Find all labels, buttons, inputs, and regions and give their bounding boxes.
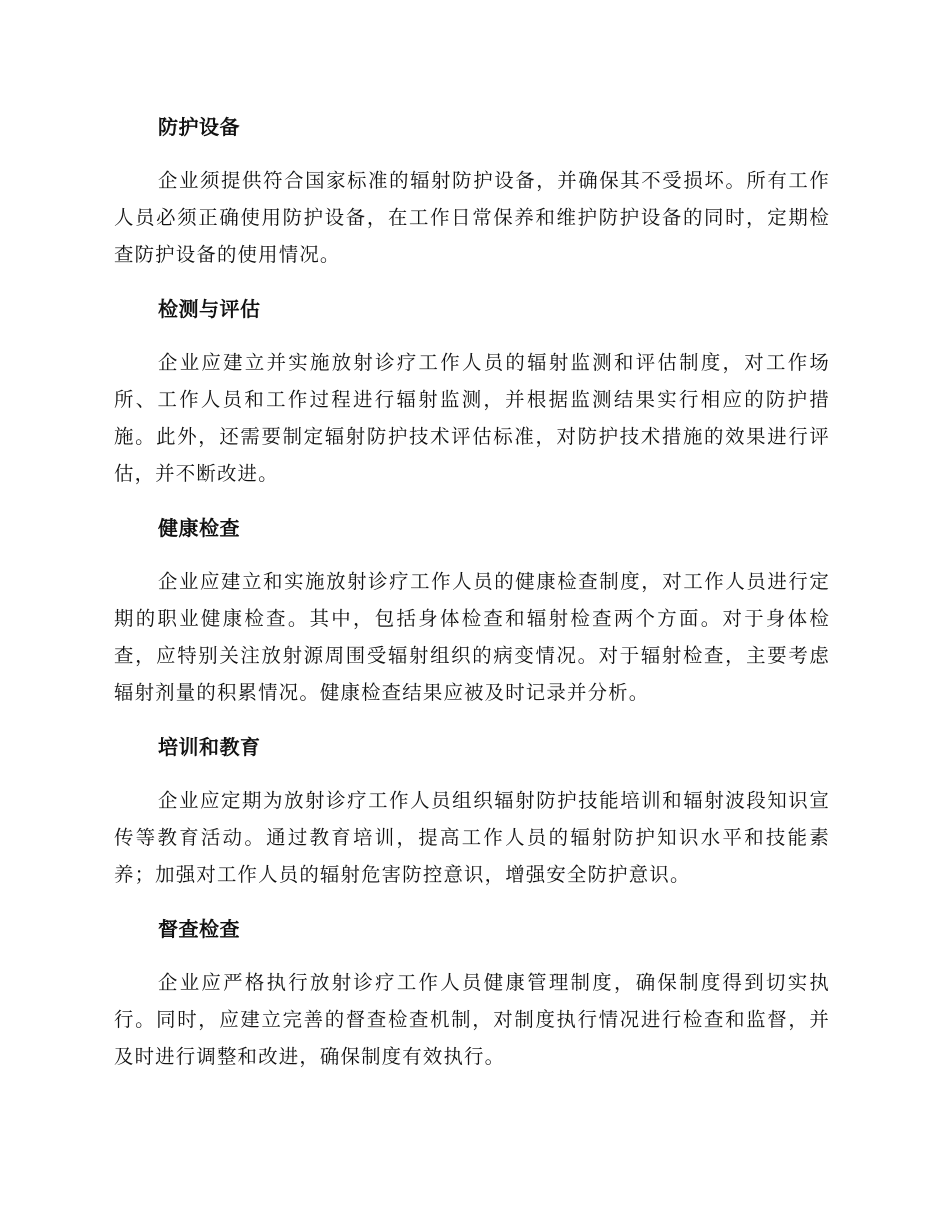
section-health-check (114, 510, 830, 711)
section-supervision-inspection (114, 911, 830, 1075)
section-protective-equipment (114, 109, 830, 273)
section-heading: 督查检查 (158, 917, 240, 941)
section-paragraph: 企业应严格执行放射诊疗工作人员健康管理制度，确保制度得到切实执行。同时，应建立完善的督查检查机制，对制度执行情况进行检查和监督，并及时进行调整和改进，确保制度有效执行。 (114, 971, 830, 1068)
section-heading: 检测与评估 (158, 297, 261, 321)
section-heading: 培训和教育 (158, 735, 261, 759)
section-heading: 防护设备 (158, 115, 240, 139)
section-paragraph: 企业应定期为放射诊疗工作人员组织辐射防护技能培训和辐射波段知识宣传等教育活动。通过教育培训，提高工作人员的辐射防护知识水平和技能素养；加强对工作人员的辐射危害防控意识，增强安全防护意识。 (114, 789, 830, 886)
document-content (114, 109, 830, 1093)
section-monitoring-evaluation (114, 291, 830, 492)
section-paragraph: 企业应建立并实施放射诊疗工作人员的辐射监测和评估制度，对工作场所、工作人员和工作过程进行辐射监测，并根据监测结果实行相应的防护措施。此外，还需要制定辐射防护技术评估标准，对防护技术措施的效果进行评估，并不断改进。 (114, 351, 830, 485)
section-heading: 健康检查 (158, 516, 240, 540)
section-paragraph: 企业应建立和实施放射诊疗工作人员的健康检查制度，对工作人员进行定期的职业健康检查。其中，包括身体检查和辐射检查两个方面。对于身体检查，应特别关注放射源周围受辐射组织的病变情况。对于辐射检查，主要考虑辐射剂量的积累情况。健康检查结果应被及时记录并分析。 (114, 570, 830, 704)
section-paragraph: 企业须提供符合国家标准的辐射防护设备，并确保其不受损坏。所有工作人员必须正确使用防护设备，在工作日常保养和维护防护设备的同时，定期检查防护设备的使用情况。 (114, 169, 830, 266)
section-training-education (114, 729, 830, 893)
